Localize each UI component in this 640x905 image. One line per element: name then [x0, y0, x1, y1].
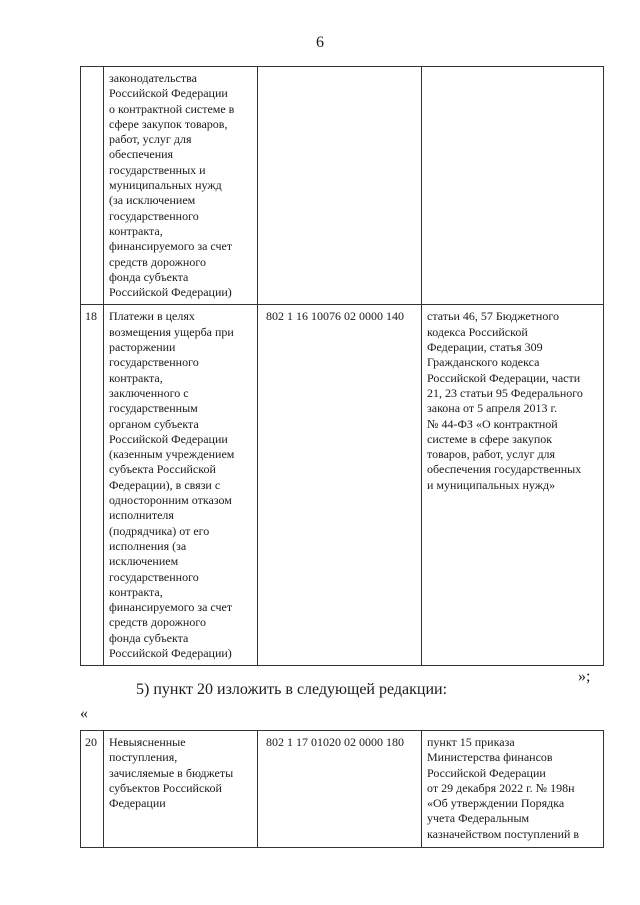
row-number-cell: 20 — [81, 731, 104, 848]
row-number-cell: 18 — [81, 305, 104, 666]
budget-code-cell — [258, 67, 422, 305]
table-row — [81, 67, 604, 305]
table-row — [81, 731, 604, 848]
revenue-name-cell: законодательства Российской Федерации о контрактной системе в сфере закупок товаров, работ, услуг для обеспечения государственных и муниципальных нужд (за исключением государственного контракта, финансируемого за счет средств дорожного фонда субъекта Российской Федерации) — [104, 67, 258, 305]
table-row — [81, 305, 604, 666]
closing-quote: »; — [578, 668, 591, 685]
revenue-name-cell: Платежи в целях возмещения ущерба при расторжении государственного контракта, заключенного с государственным органом субъекта Российской Федерации (казенным учреждением субъекта Российской Федерации), в связи с односторонним отказом исполнителя (подрядчика) от его исполнения (за исключением государственного контракта, финансируемого за счет средств дорожного фонда субъекта Российской Федерации) — [104, 305, 258, 666]
budget-code-cell: 802 1 16 10076 02 0000 140 — [258, 305, 422, 666]
revenue-name-cell: Невыясненные поступления, зачисляемые в бюджеты субъектов Российской Федерации — [104, 731, 258, 848]
page-number: 6 — [316, 34, 324, 51]
legal-basis-cell: статьи 46, 57 Бюджетного кодекса Российской Федерации, статья 309 Гражданского кодекса Российской Федерации, части 21, 23 статьи 95 Федерального закона от 5 апреля 2013 г. № 44-ФЗ «О контрактной системе в сфере закупок товаров, работ, услуг для обеспечения государственных и муниципальных нужд» — [422, 305, 604, 666]
opening-quote: « — [80, 705, 88, 722]
budget-code-cell: 802 1 17 01020 02 0000 180 — [258, 731, 422, 848]
row-number-cell — [81, 67, 104, 305]
revenue-table-continued — [80, 66, 604, 666]
amendment-paragraph: 5) пункт 20 изложить в следующей редакции: — [136, 681, 448, 698]
revenue-table-new-item — [80, 730, 604, 848]
legal-basis-cell: пункт 15 приказа Министерства финансов Российской Федерации от 29 декабря 2022 г. № 198н «Об утверждении Порядка учета Федеральным казначейством поступлений в — [422, 731, 604, 848]
legal-basis-cell — [422, 67, 604, 305]
